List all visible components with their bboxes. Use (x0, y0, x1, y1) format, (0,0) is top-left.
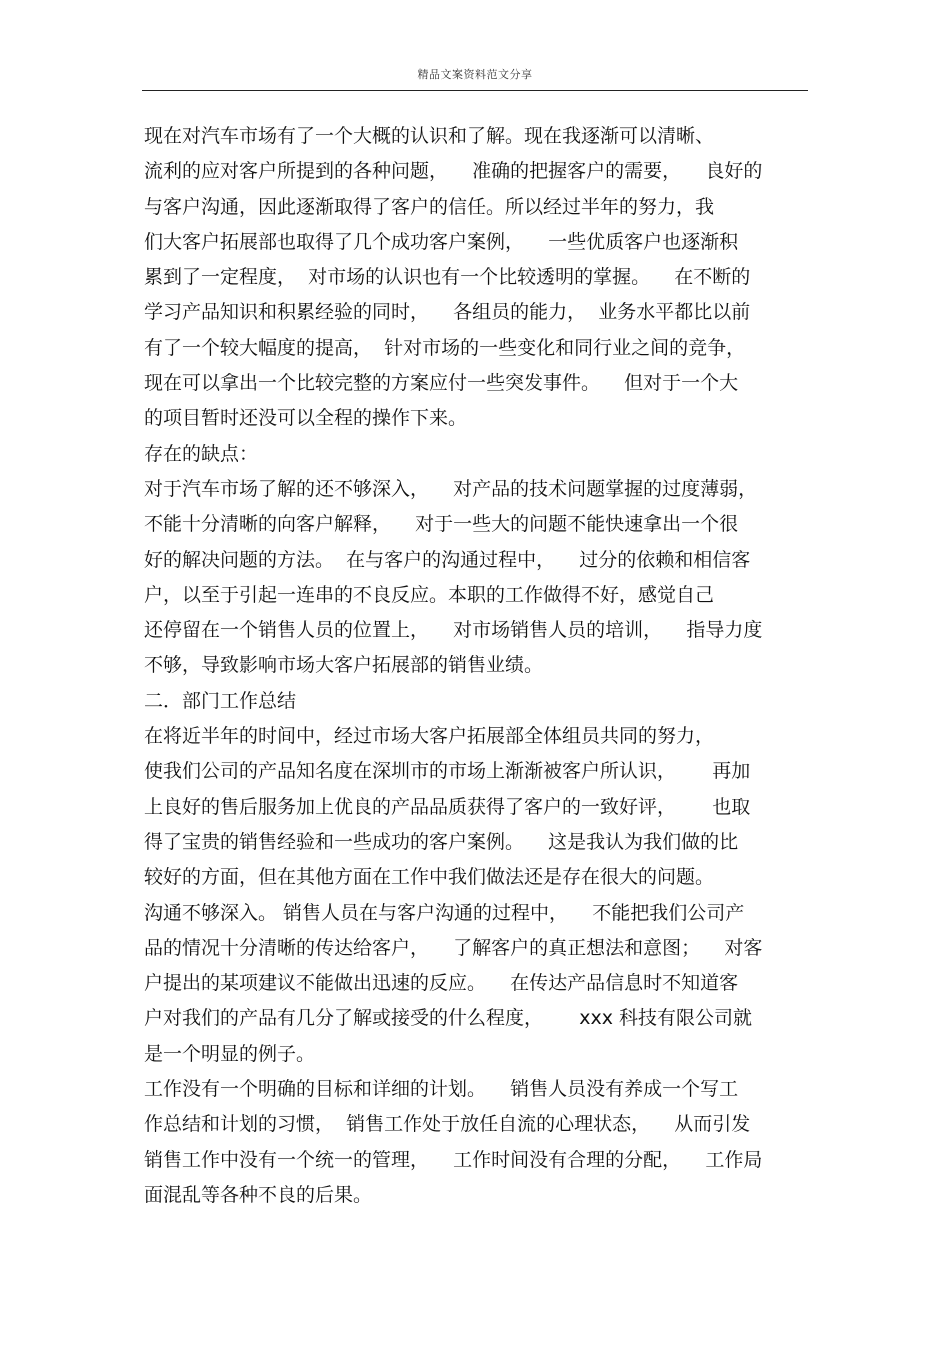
text-line: 上良好的售后服务加上优良的产品品质获得了客户的一致好评， 也取 (144, 795, 751, 818)
page-header: 精品文案资料范文分享 (417, 68, 533, 81)
text-line: 户，以至于引起一连串的不良反应。本职的工作做得不好，感觉自己 (144, 583, 715, 606)
text-line: 在将近半年的时间中，经过市场大客户拓展部全体组员共同的努力， (144, 725, 715, 748)
text-line: 的项目暂时还没可以全程的操作下来。 (144, 407, 468, 430)
text-line: 工作没有一个明确的目标和详细的计划。 销售人员没有养成一个写工 (144, 1078, 739, 1101)
text-line: 沟通不够深入。 销售人员在与客户沟通的过程中， 不能把我们公司产 (144, 901, 745, 924)
document-body (144, 119, 808, 1213)
header-divider (142, 90, 808, 91)
text-line: 们大客户拓展部也取得了几个成功客户案例， 一些优质客户也逐渐积 (144, 230, 739, 253)
text-line: 户对我们的产品有几分了解或接受的什么程度， xxx 科技有限公司就 (144, 1007, 753, 1030)
text-line: 还停留在一个销售人员的位置上， 对市场销售人员的培训， 指导力度 (144, 619, 763, 642)
text-line: 好的解决问题的方法。 在与客户的沟通过程中， 过分的依赖和相信客 (144, 548, 751, 571)
text-line: 有了一个较大幅度的提高， 针对市场的一些变化和同行业之间的竞争， (144, 336, 746, 359)
text-line: 面混乱等各种不良的后果。 (144, 1183, 373, 1206)
text-line: 是一个明显的例子。 (144, 1042, 316, 1065)
text-line: 品的情况十分清晰的传达给客户， 了解客户的真正想法和意图； 对客 (144, 936, 763, 959)
text-line: 不能十分清晰的向客户解释， 对于一些大的问题不能快速拿出一个很 (144, 513, 739, 536)
text-line: 现在可以拿出一个比较完整的方案应付一些突发事件。 但对于一个大 (144, 372, 739, 395)
section-heading-shortcomings: 存在的缺点： (144, 442, 259, 465)
text-line: 使我们公司的产品知名度在深圳市的市场上渐渐被客户所认识， 再加 (144, 760, 751, 783)
text-line: 较好的方面，但在其他方面在工作中我们做法还是存在很大的问题。 (144, 866, 715, 889)
text-line: 学习产品知识和积累经验的同时， 各组员的能力， 业务水平都比以前 (144, 301, 751, 324)
text-line: 销售工作中没有一个统一的管理， 工作时间没有合理的分配， 工作局 (144, 1148, 763, 1171)
text-line: 现在对汽车市场有了一个大概的认识和了解。现在我逐渐可以清晰、 (144, 125, 715, 147)
section-heading-department-summary: 二．部门工作总结 (144, 689, 297, 712)
text-line: 累到了一定程度， 对市场的认识也有一个比较透明的掌握。 在不断的 (144, 266, 751, 289)
text-line: 作总结和计划的习惯， 销售工作处于放任自流的心理状态， 从而引发 (144, 1113, 751, 1136)
text-line: 与客户沟通，因此逐渐取得了客户的信任。所以经过半年的努力，我 (144, 195, 715, 218)
text-line: 流利的应对客户所提到的各种问题， 准确的把握客户的需要， 良好的 (144, 160, 763, 183)
text-line: 得了宝贵的销售经验和一些成功的客户案例。 这是我认为我们做的比 (144, 830, 739, 853)
text-line: 对于汽车市场了解的还不够深入， 对产品的技术问题掌握的过度薄弱， (144, 477, 758, 500)
text-line: 户提出的某项建议不能做出迅速的反应。 在传达产品信息时不知道客 (144, 972, 739, 995)
text-line: 不够，导致影响市场大客户拓展部的销售业绩。 (144, 654, 544, 677)
